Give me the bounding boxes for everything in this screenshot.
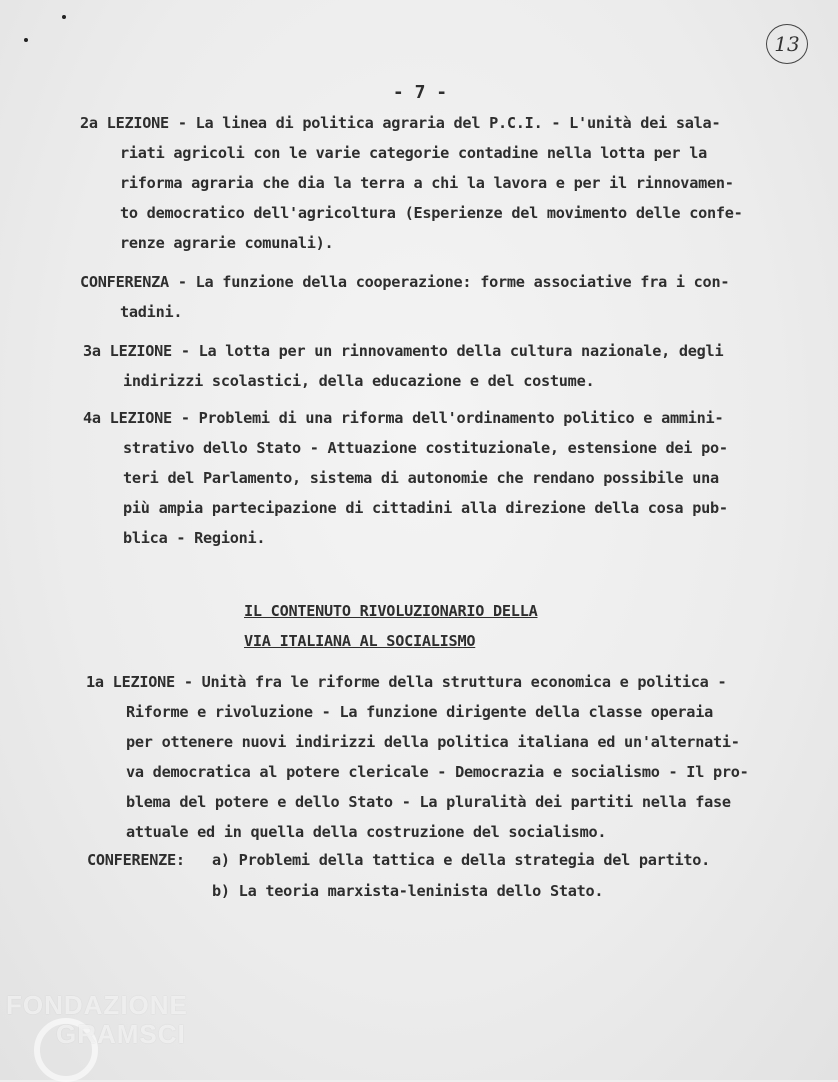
lesson-4-line: 4a LEZIONE - Problemi di una riforma dell'ordinamento politico e ammini- [83, 409, 724, 427]
lesson-1-line: va democratica al potere clericale - Democrazia e socialismo - Il pro- [126, 763, 749, 781]
watermark [6, 990, 188, 1050]
lesson-1-paragraph [86, 667, 749, 847]
ink-dot [24, 38, 28, 42]
lesson-3-line: 3a LEZIONE - La lotta per un rinnovamento della cultura nazionale, degli [83, 342, 724, 360]
page-number: - 7 - [392, 82, 448, 103]
lesson-3-line: indirizzi scolastici, della educazione e del costume. [123, 372, 595, 390]
lesson-1-line: blema del potere e dello Stato - La pluralità dei partiti nella fase [126, 793, 731, 811]
lesson-3-paragraph [83, 336, 723, 396]
lesson-1-line: Riforme e rivoluzione - La funzione dirigente della classe operaia [126, 703, 713, 721]
watermark-line: FONDAZIONE [6, 990, 188, 1020]
folio-number: 13 [766, 24, 808, 64]
lesson-2-line: to democratico dell'agricoltura (Esperienze del movimento delle confe- [120, 204, 743, 222]
conference-2-item: b) La teoria marxista-leninista dello Stato. [212, 882, 604, 900]
ink-dot [62, 15, 66, 19]
conference-1-paragraph [80, 267, 729, 327]
lesson-4-line: teri del Parlamento, sistema di autonomie che rendano possibile una [123, 469, 719, 487]
conference-2-block [87, 845, 710, 907]
section-heading-line: VIA ITALIANA AL SOCIALISMO [244, 632, 476, 650]
conference-2-label: CONFERENZE: [87, 851, 185, 869]
lesson-2-line: renze agrarie comunali). [120, 234, 334, 252]
lesson-2-line: 2a LEZIONE - La linea di politica agraria del P.C.I. - L'unità dei sala- [80, 114, 721, 132]
lesson-4-paragraph [83, 403, 728, 553]
lesson-2-line: riati agricoli con le varie categorie contadine nella lotta per la [120, 144, 707, 162]
conference-1-line: CONFERENZA - La funzione della cooperazione: forme associative fra i con- [80, 273, 730, 291]
conference-2-item: a) Problemi della tattica e della strategia del partito. [212, 851, 711, 869]
lesson-2-paragraph [80, 108, 743, 258]
section-heading-line: IL CONTENUTO RIVOLUZIONARIO DELLA [244, 602, 538, 620]
lesson-4-line: più ampia partecipazione di cittadini alla direzione della cosa pub- [123, 499, 728, 517]
lesson-1-line: 1a LEZIONE - Unità fra le riforme della struttura economica e politica - [86, 673, 727, 691]
watermark-line: GRAMSCI [56, 1019, 186, 1049]
lesson-4-line: blica - Regioni. [123, 529, 266, 547]
lesson-2-line: riforma agraria che dia la terra a chi la lavora e per il rinnovamen- [120, 174, 734, 192]
conference-1-line: tadini. [120, 303, 183, 321]
lesson-4-line: strativo dello Stato - Attuazione costituzionale, estensione dei po- [123, 439, 728, 457]
lesson-1-line: attuale ed in quella della costruzione del socialismo. [126, 823, 607, 841]
lesson-1-line: per ottenere nuovi indirizzi della politica italiana ed un'alternati- [126, 733, 740, 751]
section-heading [244, 596, 538, 656]
